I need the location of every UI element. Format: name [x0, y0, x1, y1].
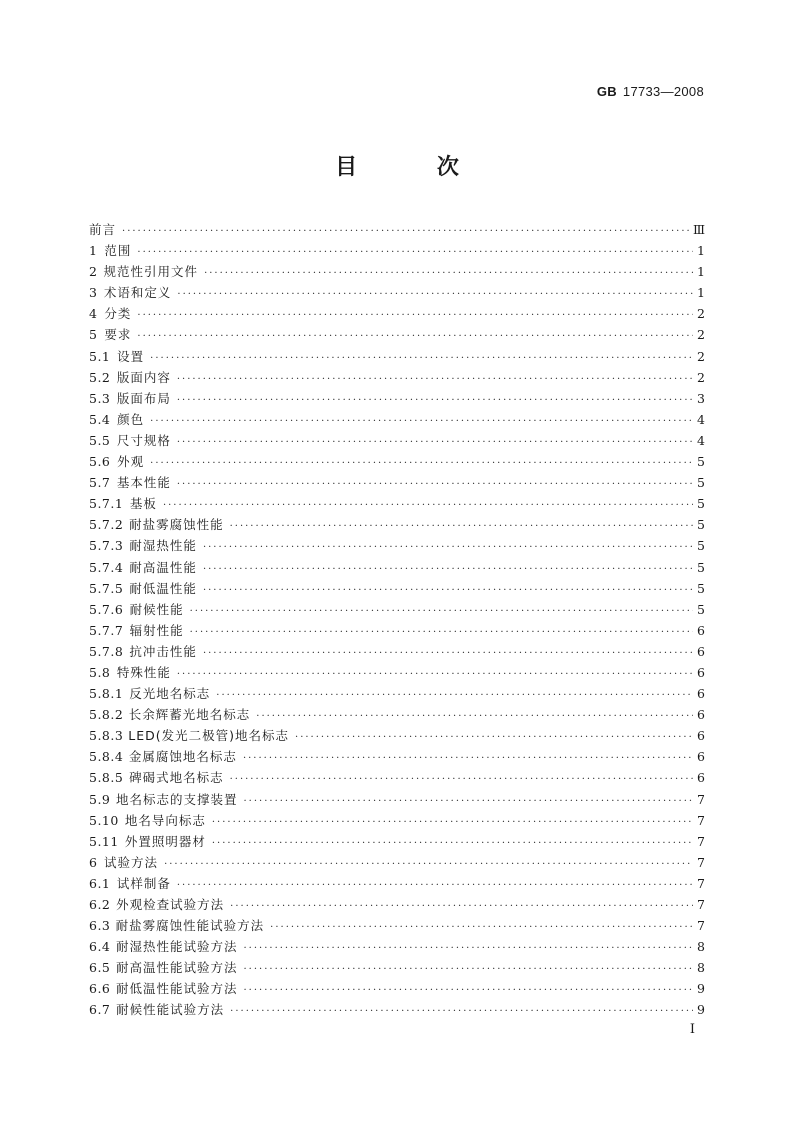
- toc-entry-number: 5.5: [89, 432, 111, 448]
- toc-entry[interactable]: [89, 303, 705, 324]
- toc-entry-number: 5.7.2: [89, 517, 124, 533]
- toc-entry-page: 9: [697, 1002, 705, 1018]
- toc-entry-title: 范围: [104, 243, 132, 259]
- toc-entry-title: 反光地名标志: [129, 686, 211, 702]
- toc-entry-title: 试验方法: [104, 854, 159, 870]
- toc-entry[interactable]: [89, 409, 705, 430]
- toc-entry-page: 6: [697, 749, 705, 765]
- toc-entry[interactable]: [89, 704, 705, 725]
- toc-entry[interactable]: [89, 746, 705, 767]
- toc-dot-leader: [177, 664, 693, 685]
- toc-entry[interactable]: [89, 620, 705, 641]
- toc-entry-page: 6: [697, 770, 705, 786]
- toc-entry[interactable]: [89, 599, 705, 620]
- toc-entry[interactable]: [89, 999, 705, 1020]
- toc-entry-number: 5.8.4: [89, 749, 124, 765]
- toc-entry-number: 6.3: [89, 918, 111, 934]
- toc-entry-number: 5.2: [89, 369, 111, 385]
- toc-entry-title: 尺寸规格: [116, 432, 171, 448]
- toc-entry-page: 5: [697, 538, 705, 554]
- toc-entry-number: 6.6: [89, 981, 111, 997]
- toc-entry[interactable]: [89, 578, 705, 599]
- toc-dot-leader: [212, 833, 693, 854]
- toc-dot-leader: [190, 601, 693, 622]
- toc-entry[interactable]: [89, 662, 705, 683]
- toc-entry-page: 5: [697, 601, 705, 617]
- toc-dot-leader: [203, 580, 693, 601]
- toc-entry-page: 4: [697, 411, 705, 427]
- toc-entry[interactable]: [89, 683, 705, 704]
- toc-entry-page: 5: [697, 580, 705, 596]
- toc-entry-title: 前言: [89, 222, 117, 237]
- toc-dot-leader: [256, 706, 693, 727]
- toc-entry-page: 5: [697, 496, 705, 512]
- toc-entry[interactable]: [89, 725, 705, 746]
- toc-entry-page: 7: [697, 918, 705, 934]
- toc-entry-number: 1: [89, 243, 98, 259]
- toc-dot-leader: [230, 516, 693, 537]
- toc-entry-page: 2: [697, 327, 705, 343]
- toc-entry-number: 5.8.3: [89, 728, 124, 744]
- toc-entry-number: 5.9: [89, 791, 111, 807]
- toc-entry-number: 5.10: [89, 812, 119, 828]
- toc-dot-leader: [244, 791, 694, 812]
- toc-entry-page: 5: [697, 559, 705, 575]
- toc-entry[interactable]: [89, 514, 705, 535]
- toc-entry-title: 基板: [129, 496, 157, 512]
- toc-entry-title: 金属腐蚀地名标志: [128, 749, 237, 765]
- toc-dot-leader: [212, 812, 693, 833]
- toc-dot-leader: [137, 326, 693, 347]
- toc-entry-page: 5: [697, 517, 705, 533]
- toc-entry[interactable]: [89, 535, 705, 556]
- toc-entry-page: 6: [697, 686, 705, 702]
- toc-entry-page: 7: [697, 854, 705, 870]
- toc-dot-leader: [203, 537, 693, 558]
- standard-code: [597, 84, 704, 99]
- toc-entry-title: 试样制备: [116, 875, 171, 891]
- toc-dot-leader: [150, 453, 693, 474]
- toc-entry-number: 5.11: [89, 833, 119, 849]
- toc-entry-number: 5.7.3: [89, 538, 124, 554]
- toc-entry-title: 特殊性能: [116, 664, 171, 680]
- toc-dot-leader: [244, 938, 694, 959]
- toc-dot-leader: [203, 559, 693, 580]
- toc-dot-leader: [122, 221, 689, 242]
- toc-entry-number: 6.2: [89, 897, 111, 912]
- toc-entry[interactable]: [89, 451, 705, 472]
- toc-entry-page: 7: [697, 812, 705, 828]
- toc-entry-number: 5.7.4: [89, 559, 124, 575]
- toc-entry-title: 耐湿热性能: [129, 538, 197, 554]
- toc-entry-number: 5.8.1: [89, 686, 124, 702]
- toc-entry-page: 6: [697, 622, 705, 638]
- toc-entry-title: 外置照明器材: [124, 833, 206, 849]
- toc-entry-number: 5.7.1: [89, 496, 124, 512]
- toc-entry[interactable]: [89, 282, 705, 303]
- toc-entry-page: 1: [697, 243, 705, 259]
- toc-entry-title: 规范性引用文件: [103, 264, 199, 280]
- toc-entry[interactable]: [89, 493, 705, 514]
- toc-entry-number: 5.7.5: [89, 580, 124, 596]
- toc-entry-page: 3: [697, 390, 705, 406]
- toc-entry-number: 5.6: [89, 454, 111, 470]
- toc-entry[interactable]: [89, 557, 705, 578]
- toc-entry[interactable]: [89, 978, 705, 999]
- toc-entry-title: 版面布局: [116, 390, 171, 406]
- toc-entry-title: 要求: [104, 327, 132, 343]
- toc-dot-leader: [177, 369, 693, 390]
- toc-dot-leader: [164, 854, 693, 875]
- toc-entry-page: 5: [697, 475, 705, 491]
- toc-entry-title: 术语和定义: [103, 285, 172, 301]
- toc-dot-leader: [177, 875, 693, 896]
- toc-dot-leader: [190, 622, 693, 643]
- toc-entry-number: 6.5: [89, 960, 111, 976]
- toc-entry-title: 基本性能: [116, 475, 171, 491]
- toc-dot-leader: [295, 727, 693, 748]
- toc-entry-page: 9: [697, 981, 705, 997]
- toc-entry-page: 7: [697, 897, 705, 912]
- toc-entry-page: 7: [697, 791, 705, 807]
- toc-dot-leader: [203, 643, 693, 664]
- toc-entry[interactable]: [89, 810, 705, 831]
- toc-entry-page: 2: [697, 369, 705, 385]
- standard-number: 17733—2008: [622, 84, 704, 99]
- toc-entry-title: 耐盐雾腐蚀性能: [129, 517, 224, 533]
- toc-entry[interactable]: [89, 240, 705, 261]
- toc-entry[interactable]: [89, 324, 705, 345]
- toc-dot-leader: [177, 474, 693, 495]
- toc-dot-leader: [216, 685, 693, 706]
- toc-entry-page: 6: [697, 728, 705, 744]
- toc-entry-page: 2: [697, 306, 705, 322]
- toc-entry-page: 4: [697, 432, 705, 448]
- toc-entry-number: 2: [89, 264, 98, 280]
- toc-dot-leader: [230, 896, 693, 917]
- toc-entry-title: LED(发光二极管)地名标志: [128, 728, 290, 744]
- toc-entry-number: 5.8.5: [89, 770, 124, 786]
- toc-entry-title: 耐低温性能: [129, 580, 197, 596]
- toc-dot-leader: [230, 1001, 693, 1022]
- toc-dot-leader: [150, 411, 693, 432]
- toc-entry-title: 耐盐雾腐蚀性能试验方法: [115, 918, 265, 934]
- toc-entry-number: 6.1: [89, 875, 111, 891]
- toc-entry-title: 耐高温性能试验方法: [115, 960, 238, 976]
- toc-entry-number: 6: [89, 854, 98, 870]
- toc-entry-page: 8: [697, 960, 705, 976]
- toc-entry-title: 耐候性能试验方法: [116, 1002, 225, 1018]
- toc-entry[interactable]: [89, 641, 705, 662]
- toc-entry-page: 6: [697, 643, 705, 659]
- toc-entry-page: 7: [697, 833, 705, 849]
- toc-dot-leader: [177, 390, 693, 411]
- toc-entry-title: 外观: [117, 454, 145, 470]
- toc-entry-title: 地名标志的支撑装置: [115, 791, 238, 807]
- toc-dot-leader: [243, 748, 693, 769]
- toc-entry-number: 5.1: [89, 348, 111, 364]
- toc-entry-number: 5.3: [89, 390, 111, 406]
- toc-entry[interactable]: [89, 388, 705, 409]
- toc-entry[interactable]: [89, 367, 705, 388]
- toc-entry-page: 7: [697, 875, 705, 891]
- toc-entry-number: 3: [89, 285, 98, 301]
- toc-dot-leader: [177, 432, 693, 453]
- toc-entry-number: 5: [89, 327, 98, 343]
- toc-dot-leader: [137, 242, 693, 263]
- toc-entry[interactable]: [89, 767, 705, 788]
- toc-entry-page: 6: [697, 664, 705, 680]
- toc-entry-title: 辐射性能: [129, 622, 184, 638]
- toc-entry[interactable]: [89, 261, 705, 282]
- toc-entry-title: 抗冲击性能: [129, 643, 197, 659]
- standard-prefix: GB: [596, 84, 617, 99]
- toc-entry-page: 5: [697, 454, 705, 470]
- toc-entry[interactable]: [89, 936, 705, 957]
- toc-entry-title: 版面内容: [116, 369, 171, 385]
- table-of-contents: [89, 219, 705, 1021]
- toc-entry[interactable]: [89, 472, 705, 493]
- toc-entry-number: 5.8: [89, 664, 111, 680]
- toc-entry-page: 2: [697, 348, 705, 364]
- toc-entry[interactable]: [89, 346, 705, 367]
- toc-entry-title: 耐候性能: [129, 601, 184, 617]
- toc-entry-number: 5.7.6: [89, 601, 124, 617]
- toc-entry-title: 外观检查试验方法: [116, 897, 225, 912]
- toc-entry[interactable]: [89, 430, 705, 451]
- toc-entry-title: 耐高温性能: [129, 559, 197, 575]
- toc-dot-leader: [230, 769, 693, 790]
- toc-dot-leader: [244, 959, 694, 980]
- toc-entry[interactable]: [89, 831, 705, 852]
- toc-entry-number: 6.4: [89, 939, 111, 955]
- toc-dot-leader: [204, 263, 693, 284]
- toc-entry-title: 颜色: [117, 411, 145, 427]
- toc-entry-title: 设置: [117, 348, 145, 364]
- toc-entry[interactable]: [89, 789, 705, 810]
- toc-entry-number: 5.4: [89, 411, 111, 427]
- toc-entry[interactable]: [89, 957, 705, 978]
- toc-entry-number: 5.7: [89, 475, 111, 491]
- toc-entry-title: 碑碣式地名标志: [129, 770, 224, 786]
- toc-entry-title: 地名导向标志: [124, 812, 206, 828]
- toc-entry-number: 4: [89, 306, 98, 322]
- toc-entry-number: 6.7: [89, 1002, 111, 1018]
- toc-entry-title: 耐湿热性能试验方法: [115, 939, 238, 955]
- toc-entry[interactable]: [89, 852, 705, 873]
- toc-entry[interactable]: [89, 894, 705, 915]
- toc-entry-title: 长余辉蓄光地名标志: [128, 707, 251, 723]
- toc-entry[interactable]: [89, 873, 705, 894]
- toc-entry-title: 耐低温性能试验方法: [115, 981, 238, 997]
- toc-dot-leader: [270, 917, 693, 938]
- toc-dot-leader: [163, 495, 693, 516]
- toc-entry[interactable]: [89, 219, 705, 240]
- toc-entry-number: 5.8.2: [89, 707, 124, 723]
- toc-dot-leader: [150, 348, 693, 369]
- toc-dot-leader: [244, 980, 694, 1001]
- toc-dot-leader: [177, 284, 693, 305]
- toc-entry-page: 1: [697, 285, 705, 301]
- toc-entry[interactable]: [89, 915, 705, 936]
- page-folio: I: [689, 1022, 695, 1037]
- toc-dot-leader: [137, 305, 693, 326]
- toc-entry-number: 5.7.8: [89, 643, 124, 659]
- toc-entry-title: 分类: [104, 306, 132, 322]
- toc-entry-number: 5.7.7: [89, 622, 124, 638]
- toc-entry-page: 8: [697, 939, 705, 955]
- page-title: 目 次: [335, 155, 495, 180]
- toc-entry-page: 1: [697, 264, 705, 280]
- toc-entry-page: 6: [697, 707, 705, 723]
- toc-entry-page: Ⅲ: [692, 222, 705, 237]
